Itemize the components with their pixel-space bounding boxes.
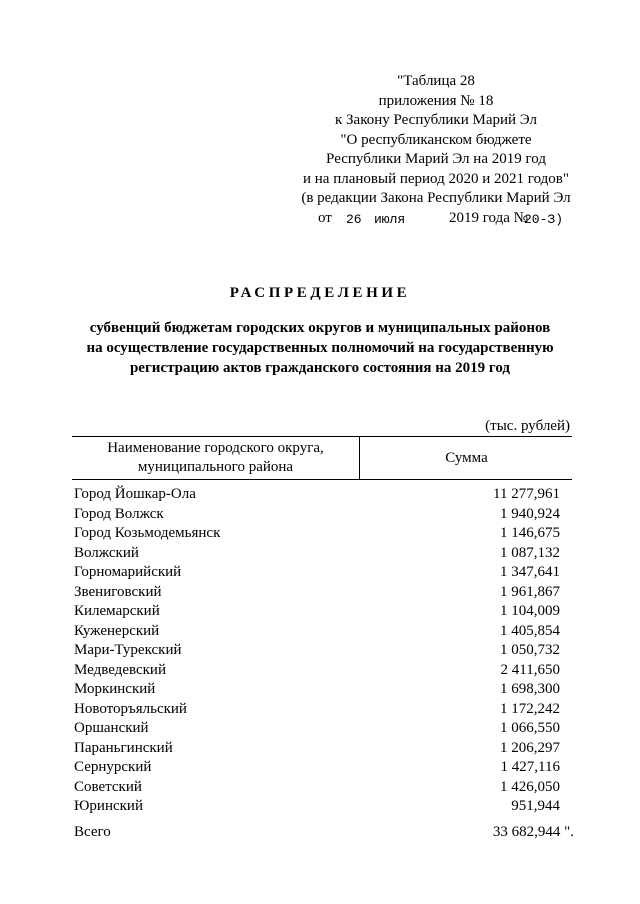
row-name: Параньгинский	[74, 739, 173, 756]
table-header	[72, 436, 572, 480]
table-row	[74, 641, 560, 661]
row-value: 1 405,854	[500, 622, 560, 639]
table-row	[74, 485, 560, 505]
table-row	[74, 602, 560, 622]
table-row	[74, 758, 560, 778]
total-label: Всего	[74, 824, 111, 840]
table-row	[74, 680, 560, 700]
table-row	[74, 797, 560, 817]
row-value: 2 411,650	[500, 661, 560, 678]
row-name: Новоторъяльский	[74, 700, 187, 717]
row-value: 1 940,924	[500, 505, 560, 522]
row-name: Юринский	[74, 798, 143, 814]
row-value: 1 347,641	[500, 564, 560, 580]
row-value: 1 206,297	[500, 739, 560, 756]
document-title: РАСПРЕДЕЛЕНИЕ	[229, 285, 411, 301]
date-day: 26	[346, 211, 362, 227]
header-line: "О республиканском бюджете	[340, 131, 532, 148]
date-prefix: от	[318, 209, 332, 226]
table-row	[74, 563, 560, 583]
row-value: 951,944	[511, 798, 560, 814]
subtitle-line: субвенций бюджетам городских округов и муниципальных районов	[89, 320, 551, 336]
header-dateline	[296, 209, 576, 229]
header-sum-column: Сумма	[445, 450, 488, 466]
row-name: Волжский	[74, 544, 139, 561]
row-value: 1 104,009	[500, 603, 560, 619]
table-body	[74, 485, 560, 817]
row-name: Куженерский	[74, 622, 160, 639]
table-row	[74, 505, 560, 525]
row-value: 1 087,132	[500, 544, 560, 561]
row-name: Оршанский	[74, 720, 149, 736]
row-value: 1 698,300	[500, 681, 560, 697]
units-label: (тыс. рублей)	[485, 418, 570, 434]
table-row	[74, 524, 560, 544]
row-name: Моркинский	[74, 681, 156, 697]
header-line: и на плановый период 2020 и 2021 годов"	[303, 170, 569, 187]
table-row	[74, 661, 560, 681]
subtitle-line: на осуществление государственных полномочий на государственную	[86, 340, 554, 356]
row-value: 1 050,732	[500, 642, 560, 658]
table-row	[74, 778, 560, 798]
row-name: Советский	[74, 778, 142, 795]
row-name: Город Йошкар-Ола	[74, 486, 196, 502]
row-value: 1 961,867	[500, 583, 560, 600]
table-row	[74, 544, 560, 564]
header-line: к Закону Республики Марий Эл	[334, 112, 537, 128]
total-row	[74, 822, 574, 842]
table-row	[74, 622, 560, 642]
row-value: 1 426,050	[500, 778, 560, 795]
row-name: Килемарский	[74, 603, 160, 619]
document-header	[296, 72, 576, 228]
header-line: Республики Марий Эл на 2019 год	[326, 151, 546, 167]
header-name-column	[72, 437, 360, 479]
row-value: 1 146,675	[500, 525, 560, 541]
row-name: Звениговский	[74, 583, 162, 600]
subtitle-line: регистрацию актов гражданского состояния на 2019 год	[129, 360, 511, 376]
row-value: 1 427,116	[500, 759, 560, 775]
header-line: "Таблица 28	[397, 73, 475, 89]
row-name: Город Козьмодемьянск	[74, 525, 221, 541]
row-name: Горномарийский	[74, 564, 182, 580]
document-subtitle	[0, 318, 640, 378]
header-name-line: Наименование городского округа,	[107, 440, 324, 456]
total-value: 33 682,944 ".	[492, 824, 574, 840]
header-line: приложения № 18	[378, 92, 494, 109]
row-name: Медведевский	[74, 661, 166, 678]
row-value: 11 277,961	[493, 486, 560, 502]
header-name-line: муниципального района	[137, 459, 294, 475]
table-row	[74, 739, 560, 759]
table-row	[74, 700, 560, 720]
law-number: 20-З)	[524, 211, 564, 227]
header-line: (в редакции Закона Республики Марий Эл	[301, 190, 571, 206]
table-row	[74, 583, 560, 603]
row-name: Город Волжск	[74, 505, 164, 522]
table-row	[74, 719, 560, 739]
date-year: 2019 года №	[449, 209, 528, 226]
row-name: Мари-Турекский	[74, 642, 182, 658]
row-value: 1 172,242	[500, 700, 560, 717]
row-name: Сернурский	[74, 759, 152, 775]
date-month: июля	[374, 211, 406, 227]
row-value: 1 066,550	[500, 720, 560, 736]
